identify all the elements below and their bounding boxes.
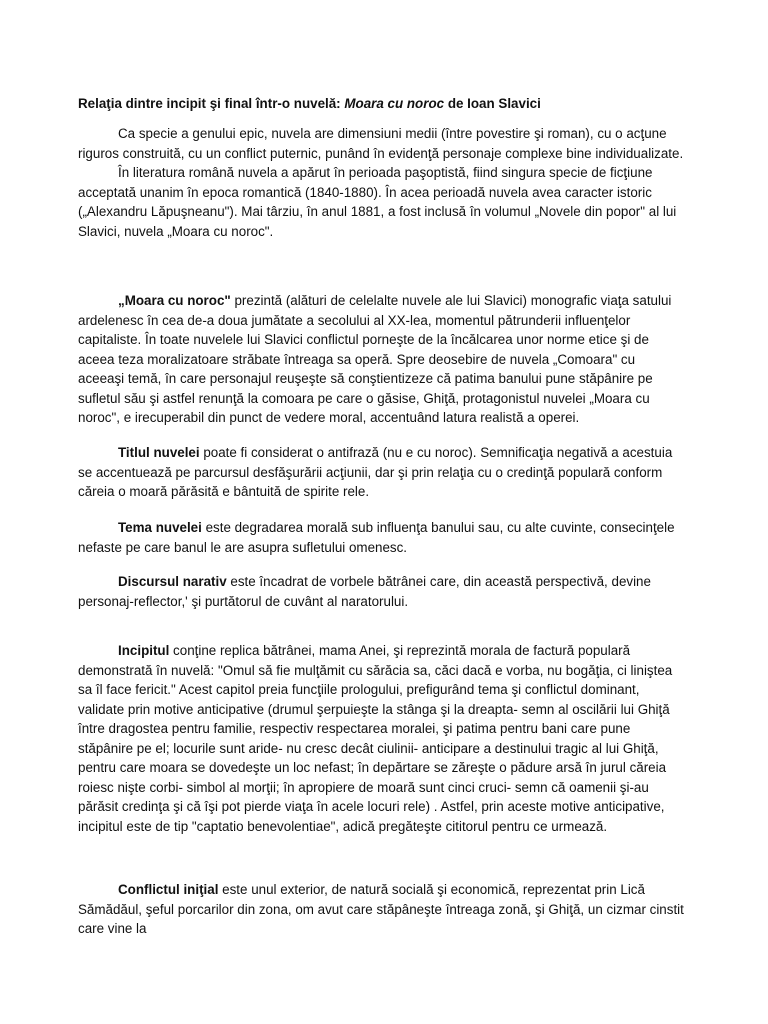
title-lead: Titlul nuvelei	[118, 445, 200, 460]
intro-paragraph-1: Ca specie a genului epic, nuvela are dimensiuni medii (între povestire şi roman), cu o acţune riguros construită, cu un conflict puternic, punând în evidenţă personaje complexe bine individualizate.	[78, 126, 684, 161]
incipit-text: conţine replica bătrânei, mama Anei, şi reprezintă morala de factură populară demonstrată în nuvelă: "Omul să fie mulţămit cu sărăcia sa, căci dacă e vorba, nu bogăţia, ci liniştea sa îl face fericit." Acest capitol preia funcţiile prologului, prefigurând tema şi conflictul dominant, validate prin motive anticipative (drumul şerpuieşte la stânga şi la dreapta- semn al oscilării lui Ghiţă între dragostea pentru familie, respectiv respectarea moralei, şi patima pentru bani care pune stăpânire pe el; locurile sunt aride- nu cresc decât ciulinii- anticipare a destinului tragic al lui Ghiţă, pentru care moara se dovedeşte un loc nefast; în depărtare se zăreşte o pădure arsă în jurul căreia roiesc nişte corbi- simbol al morţii; în apropiere de moară sunt cinci cruci- semn că oamenii şi-au părăsit credinţa şi că îşi pot pierde viaţa în acele locuri rele) . Astfel, prin aceste motive anticipative, incipitul este de tip "captatio benevolentiae", adică pregăteşte cititorul pentru ce urmează.	[78, 643, 673, 834]
title-work: Moara cu noroc	[344, 96, 445, 111]
title-text: poate fi considerat o antifrază (nu e cu noroc). Semnificaţia negativă a acestuia se accentuează pe parcursul desfăşurării acţiunii, dar şi prin relaţia cu o credinţă populară conform căreia o moară părăsită e bântuită de spirite rele.	[78, 445, 673, 499]
conflict-lead: Conflictul iniţial	[118, 882, 219, 897]
context-text: prezintă (alături de celelalte nuvele ale lui Slavici) monografic viaţa satului ardelenesc în cea de-a doua jumătate a secolului al XX-lea, momentul pătrunderii influenţelor capitaliste. În toate nuvelele lui Slavici conflictul porneşte de la încălcarea unor norme etice şi de aceea teza moralizatoare străbate întreaga sa operă. Spre deosebire de nuvela „Comoara" cu aceeaşi temă, în care personajul reuşeşte să conştientizeze că patima banului pune stăpânire pe sufletul său şi astfel renunţă la comoara pe care o găsise, Ghiţă, protagonistul nuvelei „Moara cu noroc", e irecuperabil din punct de vedere moral, accentuând latura realistă a operei.	[78, 293, 672, 425]
conflict-paragraph	[78, 880, 684, 939]
document-title	[78, 94, 684, 114]
context-paragraph	[78, 291, 684, 428]
title-prefix: Relaţia dintre incipit şi final într-o nuvelă:	[78, 96, 345, 111]
intro-section	[78, 124, 684, 241]
incipit-paragraph	[78, 641, 684, 836]
title-suffix: de Ioan Slavici	[444, 96, 541, 111]
theme-paragraph	[78, 518, 684, 557]
theme-text: este degradarea morală sub influenţa banului sau, cu alte cuvinte, consecinţele nefaste pe care banul le are asupra sufletului omenesc.	[78, 520, 675, 555]
context-lead: „Moara cu noroc"	[118, 293, 231, 308]
theme-lead: Tema nuvelei	[118, 520, 202, 535]
intro-paragraph-2: În literatura română nuvela a apărut în perioada paşoptistă, fiind singura specie de ficţiune acceptată unanim în epoca romantică (1840-1880). În acea perioadă nuvela avea caracter istoric („Alexandru Lăpuşneanu"). Mai târziu, în anul 1881, a fost inclusă în volumul „Novele din popor" al lui Slavici, nuvela „Moara cu noroc".	[78, 165, 677, 239]
discourse-paragraph	[78, 572, 684, 611]
conflict-text: este unul exterior, de natură socială şi economică, reprezentat prin Lică Sămădăul, şeful porcarilor din zona, om avut care stăpâneşte întreaga zonă, şi Ghiţă, un cizmar cinstit care vine la	[78, 882, 684, 936]
incipit-lead: Incipitul	[118, 643, 170, 658]
title-paragraph	[78, 443, 684, 502]
discourse-text: este încadrat de vorbele bătrânei care, din această perspectivă, devine personaj-reflector,' şi purtătorul de cuvânt al naratorului.	[78, 574, 651, 609]
discourse-lead: Discursul narativ	[118, 574, 227, 589]
